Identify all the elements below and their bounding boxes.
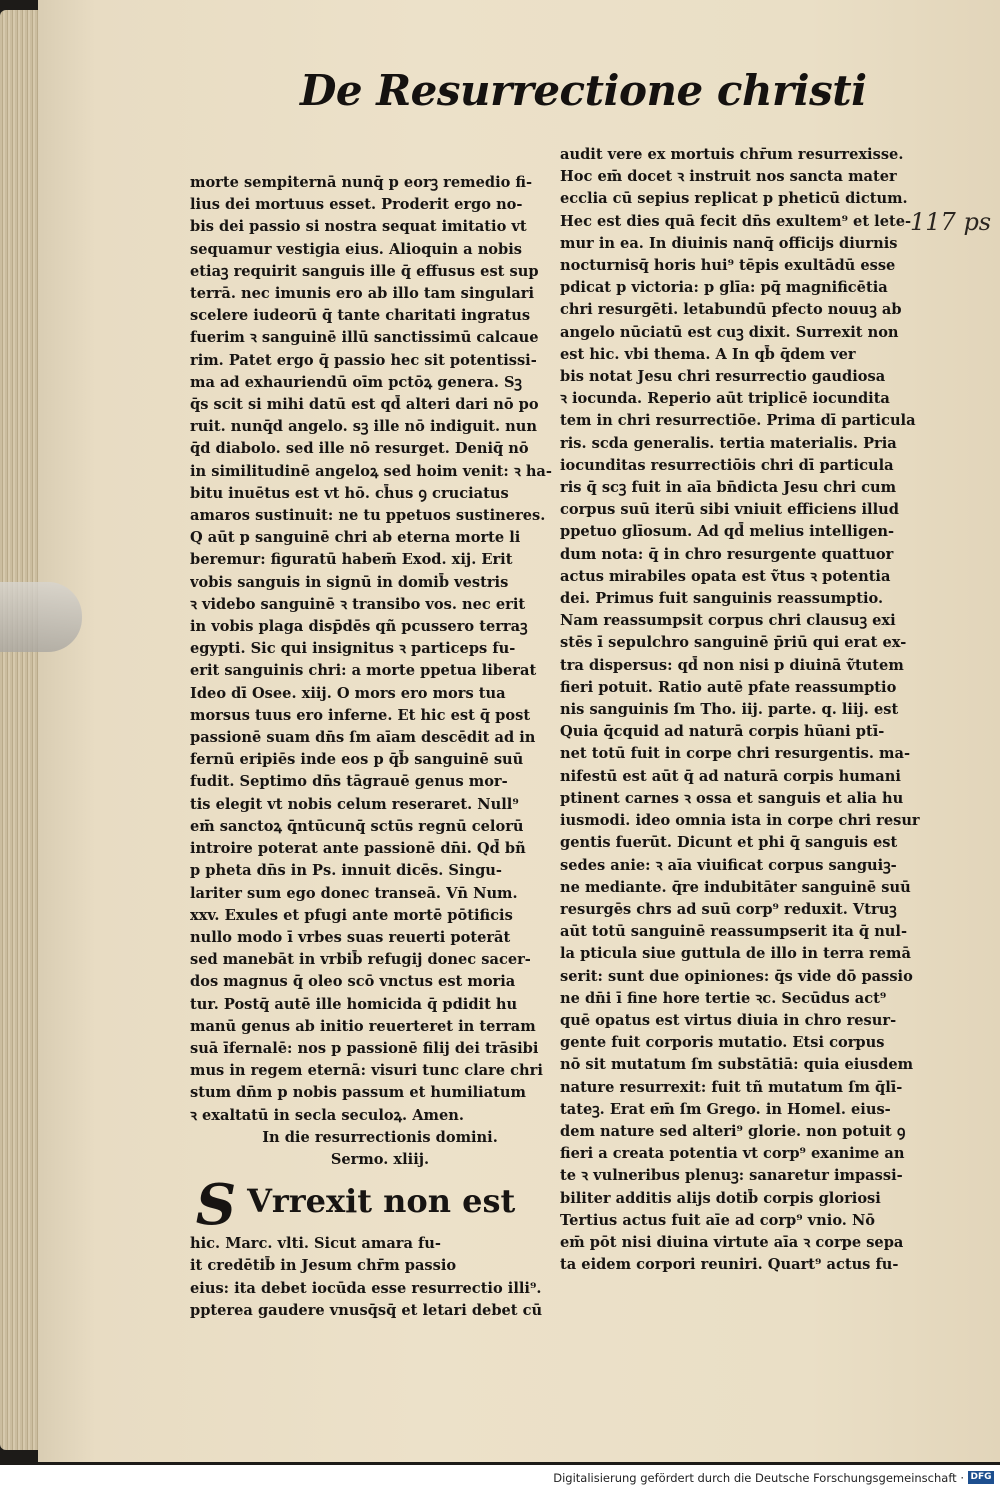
- text-line: ma ad exhauriendū oīm pctōꝝ genera. Sꝫ: [190, 373, 522, 391]
- text-line: tis elegit vt nobis celum reseraret. Null⁹: [190, 795, 519, 813]
- sermon-heading: In die resurrectionis domini.: [262, 1128, 498, 1146]
- text-line: tem in chri resurrectiōe. Prima dī particula: [560, 412, 916, 430]
- text-line: Quia q̄cquid ad naturā corpis hūani ptī-: [560, 723, 885, 741]
- text-line: pdicat p victoria: p glīa: pq̄ magnificētia: [560, 279, 888, 297]
- text-line: net totū fuit in corpe chri resurgentis. ma-: [560, 745, 911, 763]
- text-line: dos magnus q̄ oleo scō vnctus est moria: [190, 973, 516, 991]
- footer-bar: [0, 1467, 1000, 1489]
- left-column: [190, 172, 570, 1322]
- text-line: morsus tuus ero inferne. Et hic est q̄ post: [190, 706, 531, 724]
- text-line: tra dispersus: qd̄ non nisi p diuinā ṽtutem: [560, 656, 904, 674]
- text-line: ppterea gaudere vnusq̄sq̄ et letari debet cū: [190, 1301, 543, 1319]
- dfg-logo: DFG: [968, 1471, 994, 1484]
- text-line: manū genus ab initio reuerteret in terram: [190, 1017, 536, 1035]
- book-page: [38, 0, 1000, 1462]
- text-line: lius dei mortuus esset. Proderit ergo no-: [190, 196, 523, 214]
- text-line: lariter sum ego donec transeā. Vn̄ Num.: [190, 884, 518, 902]
- text-line: gente fuit corporis mutatio. Etsi corpus: [560, 1034, 885, 1052]
- text-line: scelere iudeorū q̄ tante charitati ingratus: [190, 307, 531, 325]
- text-line: Ideo dī Osee. xiij. O mors ero mors tua: [190, 684, 506, 702]
- text-line: ꝛ iocunda. Reperio aūt triplicē iocundita: [560, 390, 890, 408]
- text-line: fernū eripiēs inde eos p q̄b̄ sanguinē suū: [190, 751, 524, 769]
- text-line: etiaꝫ requirit sanguis ille q̄ effusus est sup: [190, 262, 539, 280]
- text-line: ris. scda generalis. tertia materialis. Pria: [560, 434, 897, 452]
- text-line: morte sempiternā nunq̄ p eorꝫ remedio fi-: [190, 174, 533, 191]
- text-line: ne mediante. q̄re indubitāter sanguinē suū: [560, 878, 911, 896]
- text-line: vobis sanguis in signū in domib̄ vestris: [190, 573, 509, 591]
- text-line: stum dn̄m p nobis passum et humiliatum: [190, 1084, 526, 1102]
- text-line: sequamur vestigia eius. Alioquin a nobis: [190, 240, 523, 258]
- text-line: iusmodi. ideo omnia ista in corpe chri resur: [560, 812, 920, 830]
- text-line: nifestū est aūt q̄ ad naturā corpis humani: [560, 767, 901, 785]
- text-line: ꝛ exaltatū in secla seculoꝝ. Amen.: [190, 1106, 464, 1124]
- text-line: resurgēs chrs ad suū corp⁹ reduxit. Vtruꝫ: [560, 900, 897, 918]
- text-line: in similitudinē angeloꝝ sed hoim venit: ꝛ ha-: [190, 462, 552, 480]
- text-line: est hic. vbi thema. A In qb̄ q̄dem ver: [560, 345, 856, 363]
- text-line: ꝛ videbo sanguinē ꝛ transibo vos. nec erit: [190, 595, 526, 613]
- margin-note: 117 ps: [910, 208, 992, 236]
- footer-credit: Digitalisierung gefördert durch die Deutsche Forschungsgemeinschaft ·: [553, 1471, 964, 1485]
- text-line: q̄d diabolo. sed ille nō resurget. Deniq̄ nō: [190, 440, 529, 458]
- text-line: terrā. nec imunis ero ab illo tam singulari: [190, 285, 535, 303]
- running-head: De Resurrectione christi: [300, 66, 867, 115]
- text-line: erit sanguinis chri: a morte ppetua liberat: [190, 662, 537, 680]
- text-line: ris q̄ scꝫ fuit in aīa bn̄dicta Jesu chri cum: [560, 479, 897, 497]
- text-line: introire poterat ante passionē dn̄i. Qd̄ bñ: [190, 840, 526, 858]
- text-line: ruit. nunq̄d angelo. sꝫ ille nō indiguit. nun: [190, 418, 537, 436]
- text-line: aūt totū sanguinē reassumpserit ita q̄ nul-: [560, 923, 908, 941]
- text-line: ppetuo glīosum. Ad qd̄ melius intelligen-: [560, 523, 895, 541]
- text-line: mur in ea. In diuinis nanq̄ officijs diurnis: [560, 234, 898, 252]
- text-line: Tertius actus fuit aīe ad corp⁹ vnio. Nō: [560, 1211, 876, 1229]
- text-line: tur. Postq̄ autē ille homicida q̄ pdidit hu: [190, 995, 518, 1013]
- text-line: nature resurrexit: fuit tñ mutatum ſm q̄lī-: [560, 1078, 903, 1096]
- text-line: sed manebāt in vrbib̄ refugij donec sacer-: [190, 951, 531, 969]
- text-line: nocturnisq̄ horis hui⁹ tēpis exultādū esse: [560, 257, 896, 275]
- text-line: te ꝛ vulneribus plenuꝫ: sanaretur impassi-: [560, 1167, 903, 1185]
- text-line: beremur: figuratū habem̄ Exod. xij. Erit: [190, 551, 513, 569]
- text-line: dem nature sed alteri⁹ glorie. non potuit ꝯ: [560, 1122, 906, 1140]
- page-clip: [0, 582, 82, 652]
- text-line: dei. Primus fuit sanguinis reassumptio.: [560, 590, 884, 608]
- text-line: fuerim ꝛ sanguinē illū sanctissimū calcaue: [190, 329, 539, 347]
- text-line: la pticula siue guttula de illo in terra remā: [560, 945, 911, 963]
- incipit-line: [190, 1172, 570, 1239]
- text-line: bis notat Jesu chri resurrectio gaudiosa: [560, 368, 886, 386]
- text-line: fieri potuit. Ratio autē pfate reassumptio: [560, 678, 897, 696]
- decorated-initial: S: [195, 1172, 237, 1239]
- text-line: egypti. Sic qui insignitus ꝛ particeps fu-: [190, 640, 516, 658]
- left-column-lines: [190, 172, 570, 1127]
- text-line: passionē suam dn̄s ſm aīam descēdit ad in: [190, 729, 536, 747]
- text-line: angelo nūciatū est cuꝫ dixit. Surrexit non: [560, 323, 899, 341]
- text-line: rim. Patet ergo q̄ passio hec sit potentissi-: [190, 351, 537, 369]
- text-line: nullo modo ī vrbes suas reuerti poterāt: [190, 928, 511, 946]
- text-line: amaros sustinuit: ne tu ppetuos sustineres.: [190, 507, 546, 525]
- text-line: gentis fuerūt. Dicunt et phi q̄ sanguis est: [560, 834, 898, 852]
- text-line: corpus suū iterū sibi vniuit efficiens illud: [560, 501, 899, 519]
- text-line: em̄ pōt nisi diuina virtute aīa ꝛ corpe sepa: [560, 1233, 904, 1251]
- text-line: stēs ī sepulchro sanguinē p̄riū qui erat ex-: [560, 634, 907, 652]
- text-line: bitu inuētus est vt hō. ch̄us ꝯ cruciatus: [190, 484, 509, 502]
- text-line: Nam reassumpsit corpus chri clausuꝫ exi: [560, 612, 896, 630]
- text-line: chri resurgēti. letabundū pfecto nouuꝫ ab: [560, 301, 902, 319]
- text-line: Hoc em̄ docet ꝛ instruit nos sancta mater: [560, 168, 897, 186]
- text-line: in vobis plaga disp̄dēs qñ pcussero terraꝫ: [190, 618, 528, 636]
- text-line: ptinent carnes ꝛ ossa et sanguis et alia hu: [560, 789, 904, 807]
- page-edge-stack: [0, 10, 40, 1450]
- text-line: mus in regem eternā: visuri tunc clare chri: [190, 1062, 543, 1080]
- text-line: hic. Marc. vlti. Sicut amara fu-: [190, 1235, 441, 1253]
- text-line: dum nota: q̄ in chro resurgente quattuor: [560, 545, 894, 563]
- text-line: xxv. Exules et pfugi ante mortē pōtificis: [190, 906, 513, 924]
- text-line: tateꝫ. Erat em̄ ſm Grego. in Homel. eius-: [560, 1100, 891, 1118]
- text-line: it credētib̄ in Jesum chr̄m passio: [190, 1257, 457, 1275]
- text-line: fieri a creata potentia vt corp⁹ exanime an: [560, 1145, 905, 1163]
- text-line: quē opatus est virtus diuia in chro resur-: [560, 1011, 897, 1029]
- text-line: audit vere ex mortuis chr̄um resurrexisse.: [560, 146, 904, 163]
- text-line: biliter additis alijs dotib̄ corpis gloriosi: [560, 1189, 881, 1207]
- left-column-after-lines: [190, 1233, 570, 1322]
- right-column-lines: [560, 144, 940, 1276]
- text-line: serit: sunt due opiniones: q̄s vide dō passio: [560, 967, 913, 985]
- text-line: sedes anie: ꝛ aīa viuificat corpus sanguiꝫ-: [560, 856, 897, 874]
- right-column: [560, 144, 940, 1276]
- text-line: suā īfernalē: nos p passionē filij dei trāsibi: [190, 1039, 539, 1057]
- text-line: eius: ita debet iocūda esse resurrectio illi⁹.: [190, 1279, 542, 1297]
- text-line: ta eidem corpori reuniri. Quart⁹ actus fu-: [560, 1256, 899, 1274]
- text-line: fudit. Septimo dn̄s tāgrauē genus mor-: [190, 773, 508, 791]
- text-line: actus mirabiles opata est ṽtus ꝛ potentia: [560, 567, 891, 585]
- sermon-number: Sermo. xliij.: [330, 1150, 430, 1168]
- incipit-text: Vrrexit non est: [247, 1182, 516, 1221]
- text-line: Hec est dies quā fecit dn̄s exultem⁹ et lete-: [560, 212, 912, 230]
- text-line: q̄s scit si mihi datū est qd̄ alteri dari nō po: [190, 396, 539, 414]
- text-line: nō sit mutatum ſm substātiā: quia eiusdem: [560, 1056, 914, 1074]
- text-line: nis sanguinis ſm Tho. iij. parte. q. liij. est: [560, 701, 899, 719]
- text-line: p pheta dn̄s in Ps. innuit dicēs. Singu-: [190, 862, 502, 880]
- text-line: bis dei passio si nostra sequat imitatio vt: [190, 218, 527, 236]
- text-line: iocunditas resurrectiōis chri dī particula: [560, 456, 894, 474]
- text-line: ne dn̄i ī fine hore tertie ꝛc. Secūdus act⁹: [560, 989, 887, 1007]
- text-line: ecclia cū sepius replicat p pheticū dictum.: [560, 190, 908, 208]
- text-line: Q aūt p sanguinē chri ab eterna morte li: [190, 529, 521, 547]
- text-line: em̄ sanctoꝝ q̄ntūcunq̄ sctūs regnū celorū: [190, 817, 524, 835]
